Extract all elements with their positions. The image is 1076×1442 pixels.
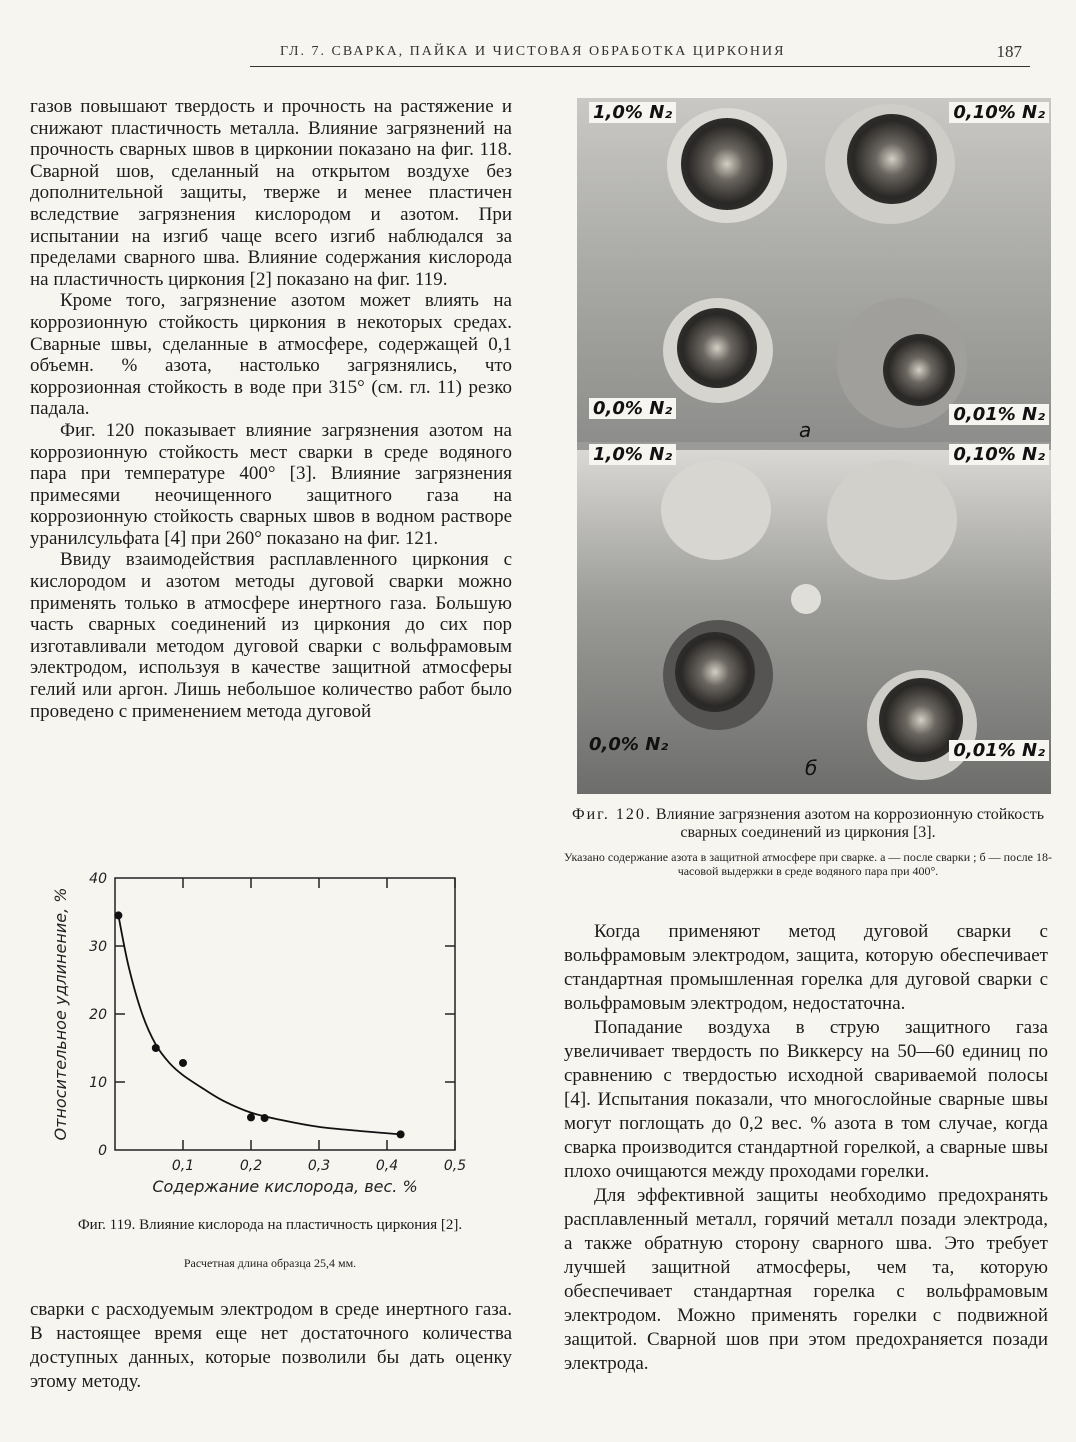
weld-spot [791,584,821,614]
figure-119-note: Расчетная длина образца 25,4 мм. [183,1256,357,1270]
label-n2: 0,0% N₂ [589,398,676,419]
data-points [114,911,404,1138]
paragraph: Для эффективной защиты необходимо предохранять расплавленный металл, горячий металл позади электрода, а также обратную сторону сварного шва. Это требует лучшей защитной атмосферы, чем та, которую обеспечивает стандартная горелка с вольфрамовым электродом. Можно применять горелки с подвижной защитой. Сварной шов при этом предохраняется позади электрода. [564,1185,1048,1374]
figure-120-panel-a [577,98,1051,442]
axis-ticks [115,878,455,1150]
figure-120-note: Указано содержание азота в защитной атмосфере при сварке. а — после сварки ; б — после 18-часовой выдержки в среде водяного пара при 400°. [564,850,1052,878]
running-header [250,36,1030,67]
data-point [152,1044,160,1052]
weld-spot [663,298,773,403]
figure-119-chart [40,862,520,1212]
data-point [179,1059,187,1067]
x-tick-label: 0,1 [171,1158,195,1174]
caption-text: Влияние загрязнения азотом на коррозионную стойкость сварных соединений из циркония [3]. [655,806,1045,841]
panel-letter-b: б [805,756,818,780]
y-tick-label: 30 [89,939,107,955]
fit-curve [118,915,400,1134]
y-tick-label: 20 [89,1007,107,1023]
label-n2: 0,0% N₂ [589,734,669,755]
figure-120-photo [577,98,1051,794]
paragraph: Ввиду взаимодействия расплавленного циркония с кислородом и азотом методы дуговой сварки можно применять только в атмосфере инертного газа. Большую часть сварных соединений из циркония до сих пор изготавливали методом дуговой сварки с вольфрамовым электродом, используя в качестве защитной атмосферы гелий или аргон. Лишь небольшое количество работ было проведено с применением метода дуговой [30,549,512,722]
label-n2: 0,01% N₂ [949,404,1049,425]
data-point [261,1114,269,1122]
data-point [247,1113,255,1121]
paragraph: Фиг. 120 показывает влияние загрязнения азотом на коррозионную стойкость мест сварки в среде водяного пара при температуре 400° [3]. Влияние загрязнения примесями неочищенного защитного газа на коррозионную стойкость сварных швов в водном растворе уранилсульфата [4] при 260° показано на фиг. 121. [30,419,512,549]
weld-spot [667,108,787,223]
figure-label: Фиг. 120. [571,806,652,823]
figure-119-caption [20,1216,520,1234]
weld-spot [825,104,955,224]
chapter-title: ГЛ. 7. СВАРКА, ПАЙКА И ЧИСТОВАЯ ОБРАБОТКА ЦИРКОНИЯ [280,44,786,59]
label-n2: 0,10% N₂ [949,444,1049,465]
left-column-text [30,96,512,722]
y-tick-label: 10 [89,1075,107,1091]
weld-spot [837,298,967,428]
label-n2: 0,01% N₂ [949,740,1049,761]
chart-svg [40,862,520,1212]
y-axis-label: Относительное удлинение, % [51,887,70,1141]
figure-120-panel-b [577,444,1051,794]
figure-label: Фиг. 119. [77,1217,136,1233]
paragraph: Когда применяют метод дуговой сварки с вольфрамовым электродом, защита, которую обеспечивает стандартная промышленная горелка для дуговой сварки с вольфрамовым электродом, недостаточна. [564,921,1048,1014]
page-number: 187 [996,42,1022,61]
x-tick-label: 0,4 [375,1158,399,1174]
weld-spot [663,620,773,730]
paragraph: Попадание воздуха в струю защитного газа увеличивает твердость по Виккерсу на 50—60 единиц по сравнению с твердостью исходной свариваемой полосы [4]. Испытания показали, что многослойные сварные швы могут поглощать до 0,2 вес. % азота в том случае, когда сварка производится стандартной горелкой, а сварные швы плохо очищаются между проходами горелки. [564,1017,1048,1182]
y-tick-label: 40 [89,871,107,887]
panel-letter-a: а [799,418,812,442]
right-column-text [564,920,1048,1376]
label-n2: 0,10% N₂ [949,102,1049,123]
weld-spot [827,460,957,580]
label-n2: 1,0% N₂ [589,444,676,465]
left-column-bottom-text [30,1298,512,1394]
weld-spot [661,460,771,560]
paragraph: газов повышают твердость и прочность на растяжение и снижают пластичность металла. Влияние загрязнений на прочность сварных швов в цирконии показано на фиг. 118. Сварной шов, сделанный на открытом воздухе без дополнительной защиты, тверже и менее пластичен вследствие загрязнения кислородом и азотом. При испытании на изгиб чаще всего изгиб наблюдался за пределами сварного шва. Влияние содержания кислорода на пластичность циркония [2] показано на фиг. 119. [30,96,512,290]
figure-120-caption [558,806,1058,842]
paragraph: Кроме того, загрязнение азотом может влиять на коррозионную стойкость циркония в некоторых средах. Сварные швы, сделанные в атмосфере, содержащей 0,1 объемн. % азота, настолько загрязнялись, что коррозионная стойкость в воде при 315° (см. гл. 11) резко падала. [30,290,512,420]
paragraph: сварки с расходуемым электродом в среде инертного газа. В настоящее время еще нет достаточного количества доступных данных, которые позволили бы дать оценку этому методу. [30,1299,512,1392]
data-point [397,1130,405,1138]
x-axis-label: Содержание кислорода, вес. % [152,1177,418,1196]
x-tick-label: 0,3 [307,1158,331,1174]
weld-spot [867,670,977,780]
caption-text: Влияние кислорода на пластичность циркония [2]. [139,1217,463,1233]
label-n2: 1,0% N₂ [589,102,676,123]
data-point [114,911,122,919]
x-tick-label: 0,2 [239,1158,263,1174]
plot-frame [115,878,455,1150]
y-tick-label: 0 [98,1143,107,1159]
x-tick-label: 0,5 [443,1158,467,1174]
